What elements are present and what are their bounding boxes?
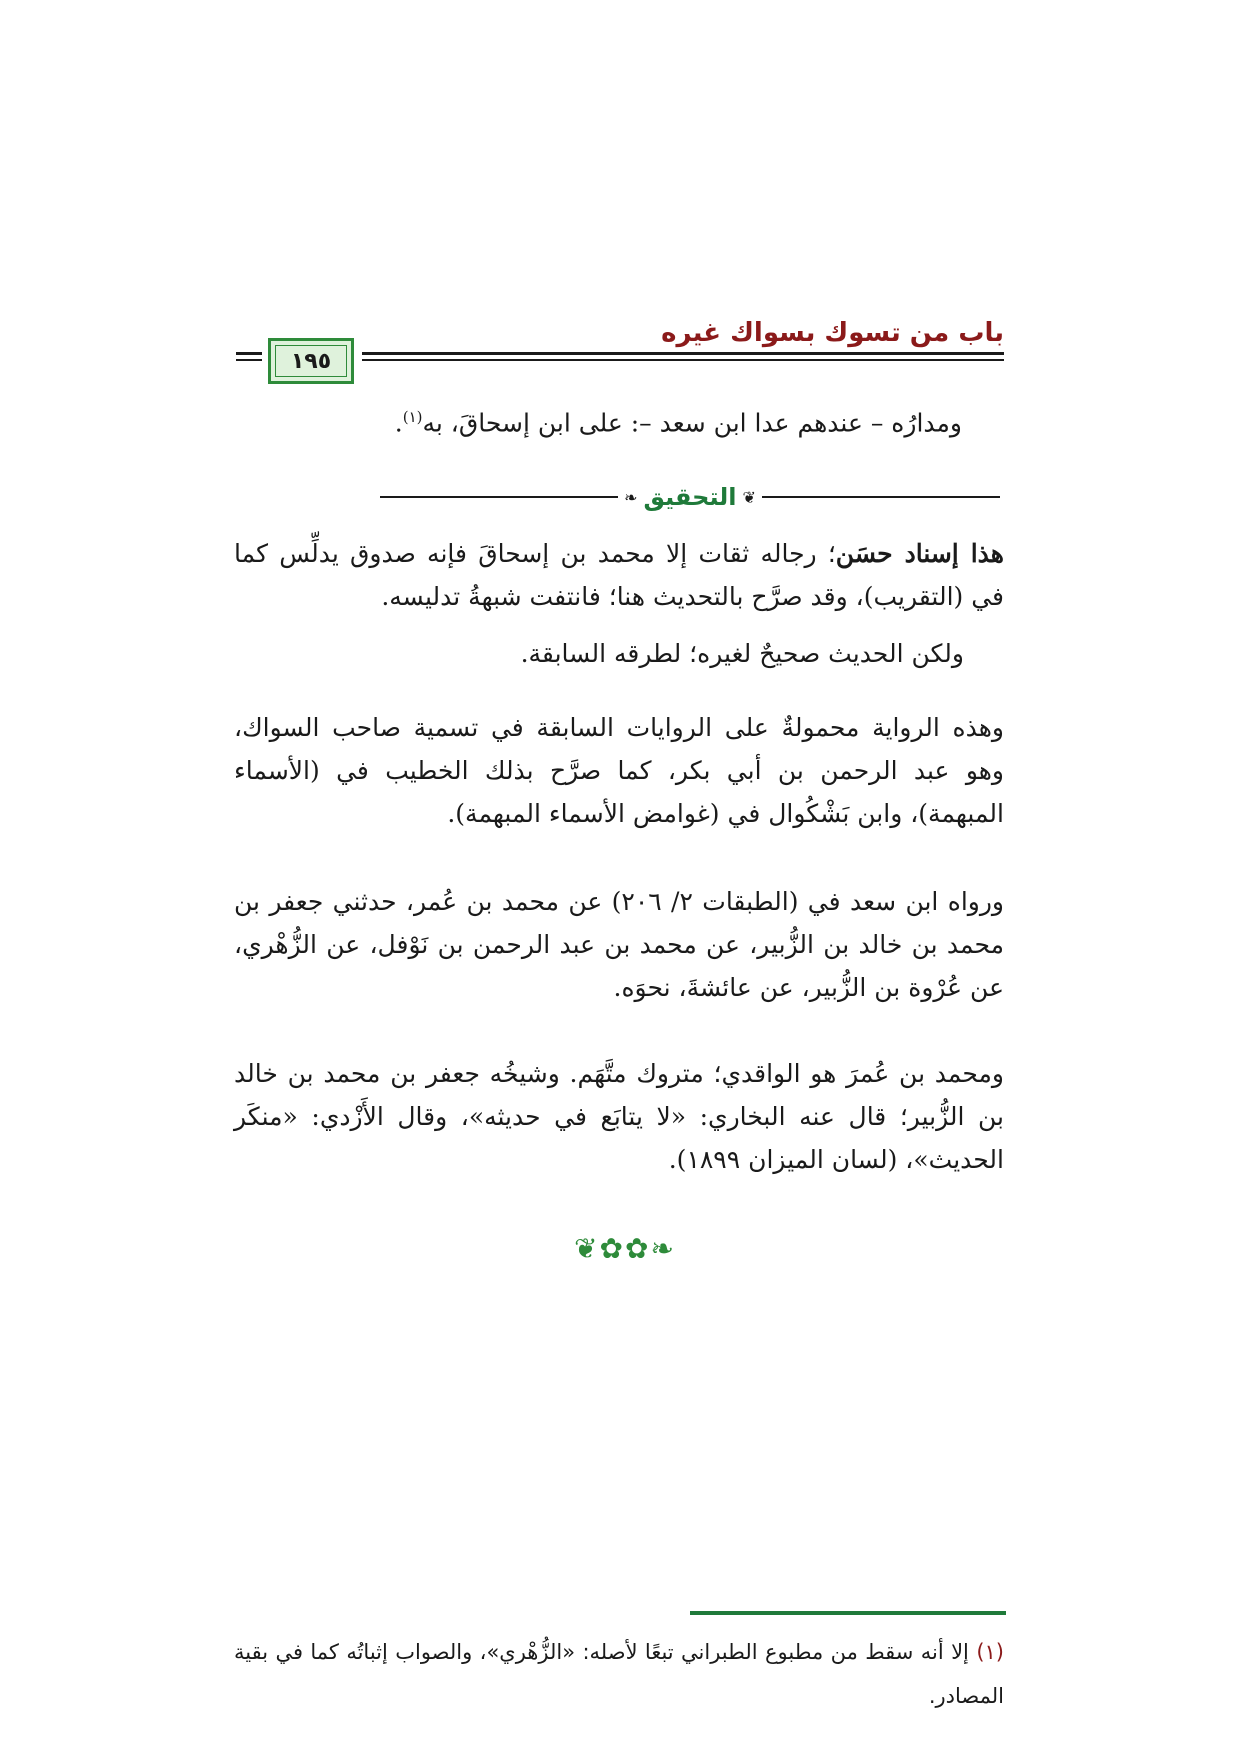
footnote (234, 1630, 1004, 1718)
page-number-badge (268, 338, 354, 384)
footnote-text: إلا أنه سقط من مطبوع الطبراني تبعًا لأصله: «الزُّهْري»، والصواب إثباتُه كما في بقية المصادر. (234, 1640, 1004, 1708)
header-rule-left-lower (236, 359, 262, 361)
paragraph-5-text: ومحمد بن عُمرَ هو الواقدي؛ متروك متَّهَم. وشيخُه جعفر بن محمد بن خالد بن الزُّبير؛ قال عنه البخاري: «لا يتابَع في حديثه»، وقال الأَزْدي: «منكَر الحديث»، (لسان الميزان ١٨٩٩). (234, 1059, 1004, 1174)
running-header-title: باب من تسوك بسواك غيره (661, 318, 1004, 348)
intro-text: ومدارُه – عندهم عدا ابن سعد –: على ابن إسحاقَ، به (422, 408, 962, 438)
paragraph-2 (234, 632, 1004, 675)
header-rule-left (236, 352, 262, 355)
paragraph-4-text: ورواه ابن سعد في (الطبقات ٢/ ٢٠٦) عن محمد بن عُمر، حدثني جعفر بن محمد بن خالد بن الزُّبير، عن محمد بن عبد الرحمن بن نَوْفل، عن الزُّهْري، عن عُرْوة بن الزُّبير، عن عائشةَ، نحوَه. (234, 887, 1004, 1002)
divider-rule-right (762, 496, 1000, 498)
divider-rule-left (380, 496, 618, 498)
header-rule-right (362, 352, 1004, 355)
intro-tail: . (394, 408, 403, 438)
page-number: ١٩٥ (290, 348, 332, 374)
intro-line (395, 408, 962, 437)
divider-ornament-right-icon: ❦ (742, 487, 756, 507)
paragraph-2-text: ولكن الحديث صحيحٌ لغيره؛ لطرقه السابقة. (520, 639, 964, 668)
paragraph-4 (234, 880, 1004, 1009)
paragraph-5 (234, 1052, 1004, 1181)
footnote-marker: (١) (976, 1640, 1004, 1664)
footnote-reference[interactable]: (١) (402, 408, 423, 426)
section-divider (380, 480, 1000, 514)
footnote-separator (690, 1611, 1006, 1615)
paragraph-1 (234, 532, 1004, 618)
paragraph-3-text: وهذه الرواية محمولةٌ على الروايات السابقة في تسمية صاحب السواك، وهو عبد الرحمن بن أبي بكر، كما صرَّح بذلك الخطيب في (الأسماء المبهمة)، وابن بَشْكُوال في (غوامض الأسماء المبهمة). (234, 713, 1004, 828)
paragraph-1-lead: هذا إسناد حسَن (835, 539, 1004, 568)
section-title: التحقيق (643, 483, 737, 511)
end-ornament-icon: ❦✿✿❧ (574, 1231, 676, 1265)
paragraph-1-text: ؛ رجاله ثقات إلا محمد بن إسحاقَ فإنه صدوق يدلِّس كما في (التقريب)، وقد صرَّح بالتحديث هنا؛ فانتفت شبهةُ تدليسه. (234, 539, 1004, 611)
divider-ornament-left-icon: ❧ (624, 487, 638, 507)
paragraph-3 (234, 706, 1004, 835)
header-rule-right-lower (362, 359, 1004, 361)
